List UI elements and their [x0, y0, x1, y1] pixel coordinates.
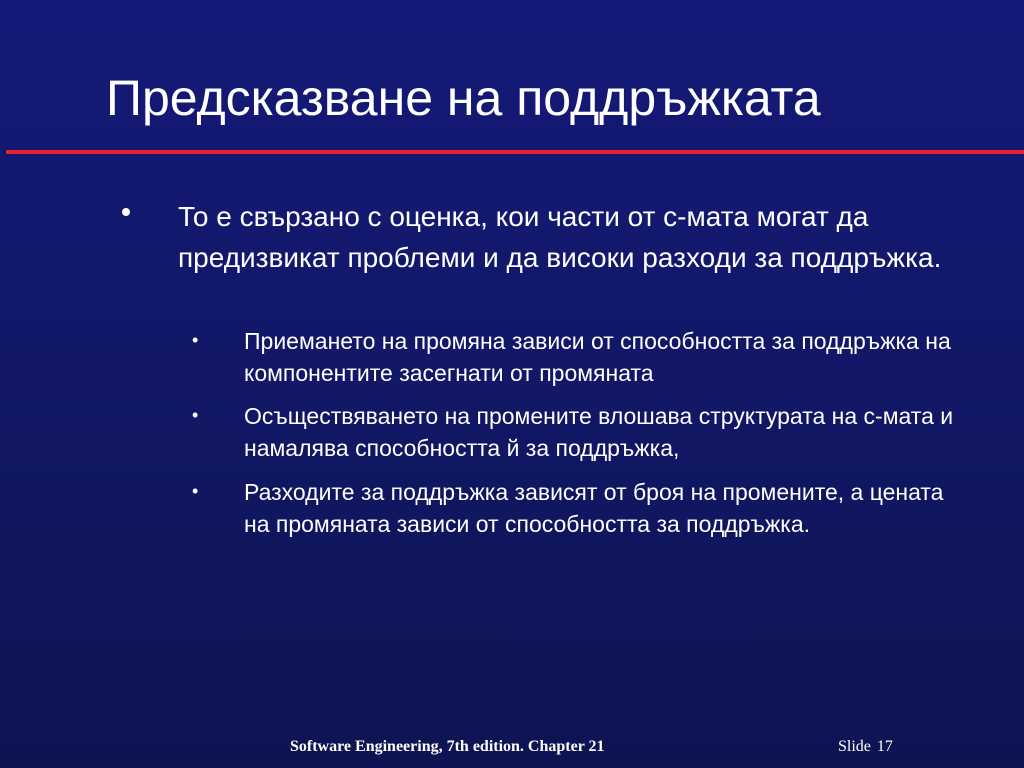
slide-title: Предсказване на поддръжката	[106, 70, 821, 126]
sub-bullet-text: Разходите за поддръжка зависят от броя на промените, а цената на промяната зависи от способността за поддръжка.	[244, 479, 944, 537]
sub-bullet-dot-icon: •	[192, 405, 199, 425]
footer-book-reference: Software Engineering, 7th edition. Chapter 21	[290, 738, 605, 755]
sub-bullet-dot-icon: •	[192, 330, 199, 350]
sub-bullet-item	[192, 325, 964, 389]
title-divider	[6, 150, 1024, 154]
sub-bullet-dot-icon: •	[192, 481, 199, 501]
bullet-item	[178, 196, 998, 278]
slide-label: Slide	[838, 738, 871, 755]
sub-bullet-item	[192, 476, 964, 540]
bullet-dot-icon	[122, 208, 130, 216]
sub-bullet-text: Осъществяването на промените влошава структурата на с-мата и намалява способността й за поддръжка,	[244, 403, 954, 461]
sub-bullet-text: Приемането на промяна зависи от способността за поддръжка на компонентите засегнати от промяната	[244, 328, 951, 386]
footer-slide-number	[838, 737, 893, 757]
sub-bullet-item	[192, 400, 964, 464]
bullet-text: То е свързано с оценка, кои части от с-мата могат да предизвикат проблеми и да високи разходи за поддръжка.	[178, 201, 942, 273]
slide-number: 17	[876, 738, 893, 755]
